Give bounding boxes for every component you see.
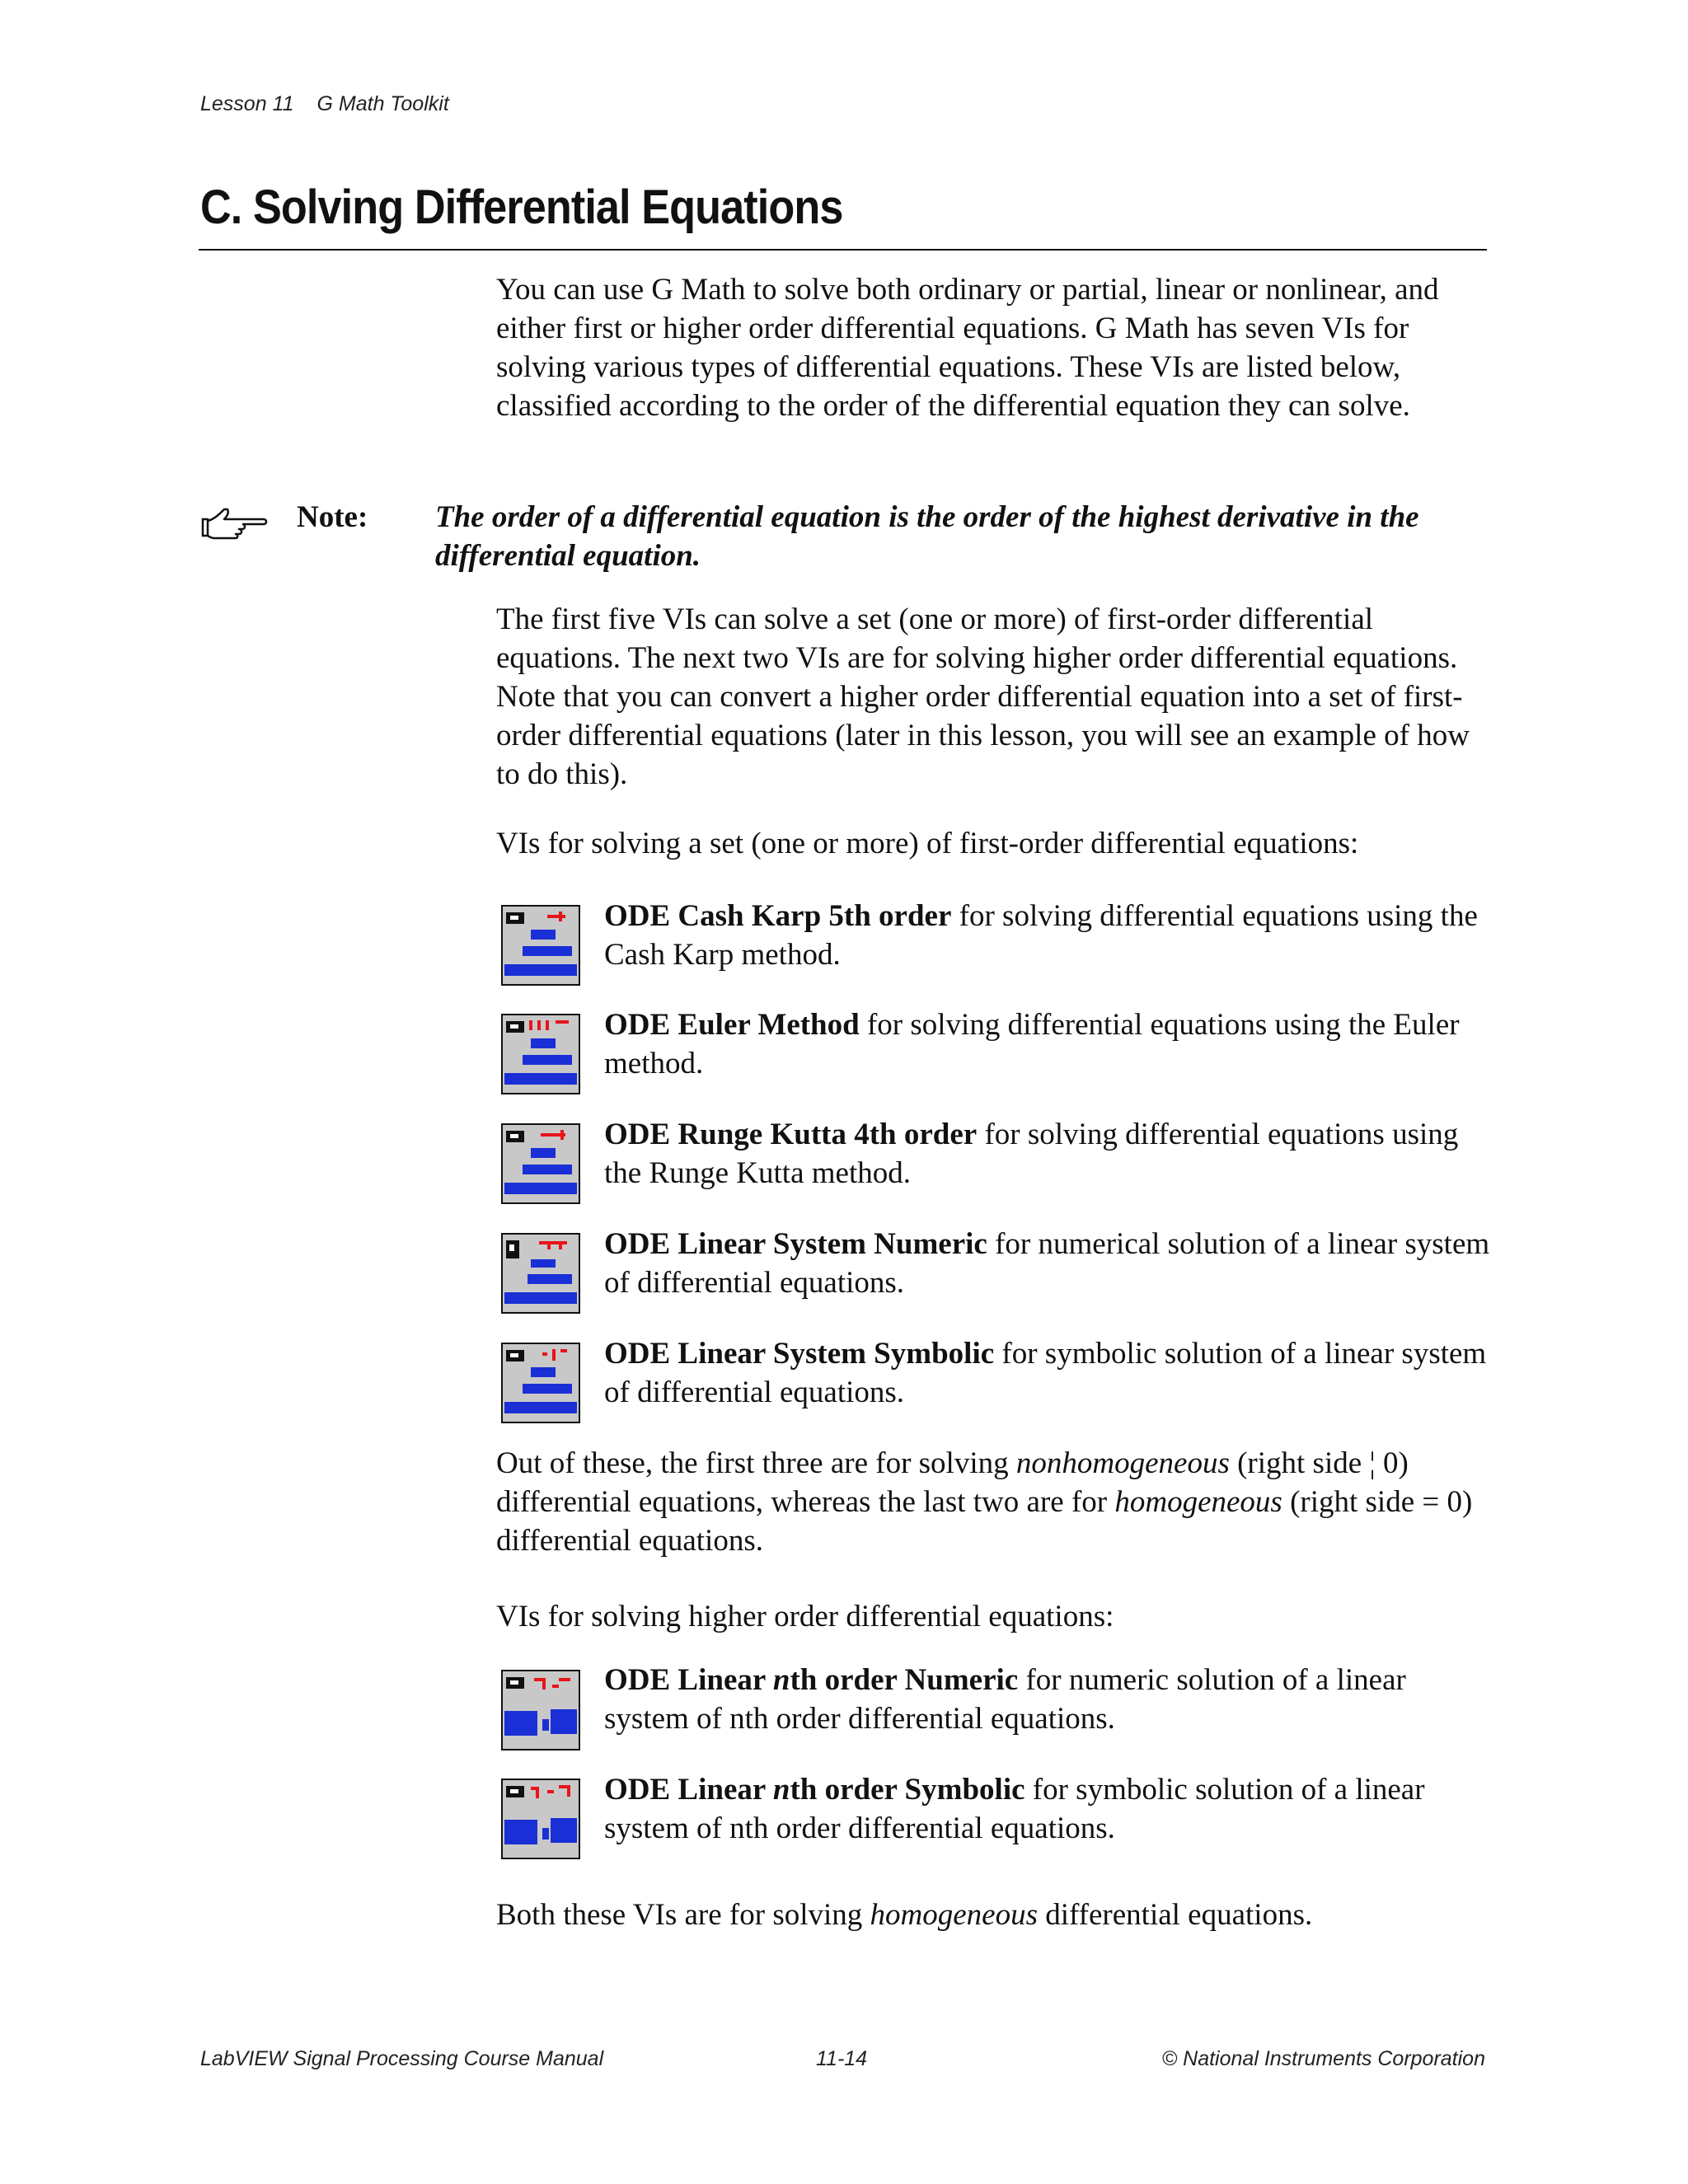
out-of-these-text-2: (right side ¦ 0) differential equations, whereas the last two are for — [496, 1446, 1409, 1519]
running-header — [200, 92, 449, 116]
both-these-text-1: Both these VIs are for solving — [496, 1898, 870, 1932]
vi-euler-desc: for solving differential equations using the Euler method. — [604, 1008, 1460, 1080]
vi-cash-karp — [604, 897, 1490, 974]
vi-linear-nth-symbolic-desc: for symbolic solution of a linear system of nth order differential equations. — [604, 1773, 1425, 1845]
out-of-these-text-3: (right side = 0) differential equations. — [496, 1485, 1473, 1558]
footer-manual-title: LabVIEW Signal Processing Course Manual — [200, 2047, 604, 2070]
vi-nth-symbolic-name-a: ODE Linear — [604, 1773, 773, 1807]
note-text: The order of a differential equation is the order of the highest derivative in the differential equation. — [435, 500, 1419, 573]
vi-linear-system-symbolic-name: ODE Linear System Symbolic — [604, 1337, 995, 1371]
out-of-these-paragraph — [496, 1444, 1489, 1560]
ode-linear-system-numeric-icon — [501, 1233, 580, 1314]
pointing-hand-icon — [199, 503, 269, 541]
vi-linear-nth-numeric-name — [604, 1663, 1018, 1697]
vi-linear-system-numeric — [604, 1225, 1490, 1302]
ode-euler-icon — [501, 1014, 580, 1094]
footer-copyright: © National Instruments Corporation — [1161, 2047, 1485, 2070]
footer-page-number: 11-14 — [816, 2047, 868, 2070]
vi-nth-numeric-name-a: ODE Linear — [604, 1663, 773, 1697]
header-title: G Math Toolkit — [316, 92, 449, 115]
intro-paragraph: You can use G Math to solve both ordinary or partial, linear or nonlinear, and either first or higher order differential equations. G Math has seven VIs for solving various types of differential equations. These VIs are listed below, classified according to the order of the differential equation they can solve. — [496, 273, 1439, 423]
section-title: C. Solving Differential Equations — [200, 180, 843, 234]
ode-linear-nth-symbolic-icon — [501, 1779, 580, 1859]
vi-euler-name: ODE Euler Method — [604, 1008, 860, 1042]
homogeneous-term-2: homogeneous — [870, 1898, 1038, 1932]
ode-cash-karp-icon — [501, 905, 580, 986]
vi-runge-kutta-name: ODE Runge Kutta 4th order — [604, 1118, 978, 1151]
vi-nth-symbolic-name-b: th order Symbolic — [790, 1773, 1025, 1807]
both-these-text-2: differential equations. — [1038, 1898, 1313, 1932]
vi-nth-numeric-name-n: n — [772, 1663, 790, 1697]
vi-linear-nth-numeric-desc: for numeric solution of a linear system of nth order differential equations. — [604, 1663, 1406, 1736]
ode-linear-nth-numeric-icon — [501, 1670, 580, 1750]
vi-linear-nth-numeric — [604, 1661, 1490, 1738]
both-these-paragraph — [496, 1896, 1489, 1934]
vi-linear-nth-symbolic — [604, 1770, 1490, 1848]
nonhomogeneous-term: nonhomogeneous — [1015, 1446, 1230, 1480]
first-five-paragraph: The first five VIs can solve a set (one or more) of first-order differential equations. The next two VIs are for solving higher order differential equations. Note that you can convert a higher order differential equation into a set of first-order differential equations (later in this lesson, you will see an example of how to do this). — [496, 602, 1470, 791]
ode-linear-system-symbolic-icon — [501, 1343, 580, 1423]
higher-order-heading: VIs for solving higher order differential equations: — [496, 1600, 1114, 1633]
vi-linear-system-numeric-name: ODE Linear System Numeric — [604, 1227, 987, 1261]
ode-runge-kutta-icon — [501, 1123, 580, 1204]
homogeneous-term: homogeneous — [1114, 1485, 1282, 1519]
vi-linear-nth-symbolic-name — [604, 1773, 1025, 1807]
vi-cash-karp-name: ODE Cash Karp 5th order — [604, 899, 952, 933]
vi-runge-kutta-desc: for solving differential equations using the Runge Kutta method. — [604, 1118, 1459, 1190]
header-lesson: Lesson 11 — [200, 92, 294, 115]
vi-runge-kutta — [604, 1115, 1490, 1193]
out-of-these-text-1: Out of these, the first three are for solving — [496, 1446, 1016, 1480]
title-rule — [199, 249, 1487, 251]
first-order-heading: VIs for solving a set (one or more) of first-order differential equations: — [496, 827, 1359, 860]
vi-cash-karp-desc: for solving differential equations using the Cash Karp method. — [604, 899, 1478, 972]
vi-linear-system-symbolic-desc: for symbolic solution of a linear system of differential equations. — [604, 1337, 1487, 1409]
vi-linear-system-symbolic — [604, 1334, 1490, 1412]
vi-nth-symbolic-name-n: n — [772, 1773, 790, 1807]
note-label: Note: — [297, 500, 368, 534]
vi-nth-numeric-name-b: th order Numeric — [790, 1663, 1019, 1697]
vi-euler — [604, 1005, 1490, 1083]
vi-linear-system-numeric-desc: for numerical solution of a linear system of differential equations. — [604, 1227, 1490, 1300]
